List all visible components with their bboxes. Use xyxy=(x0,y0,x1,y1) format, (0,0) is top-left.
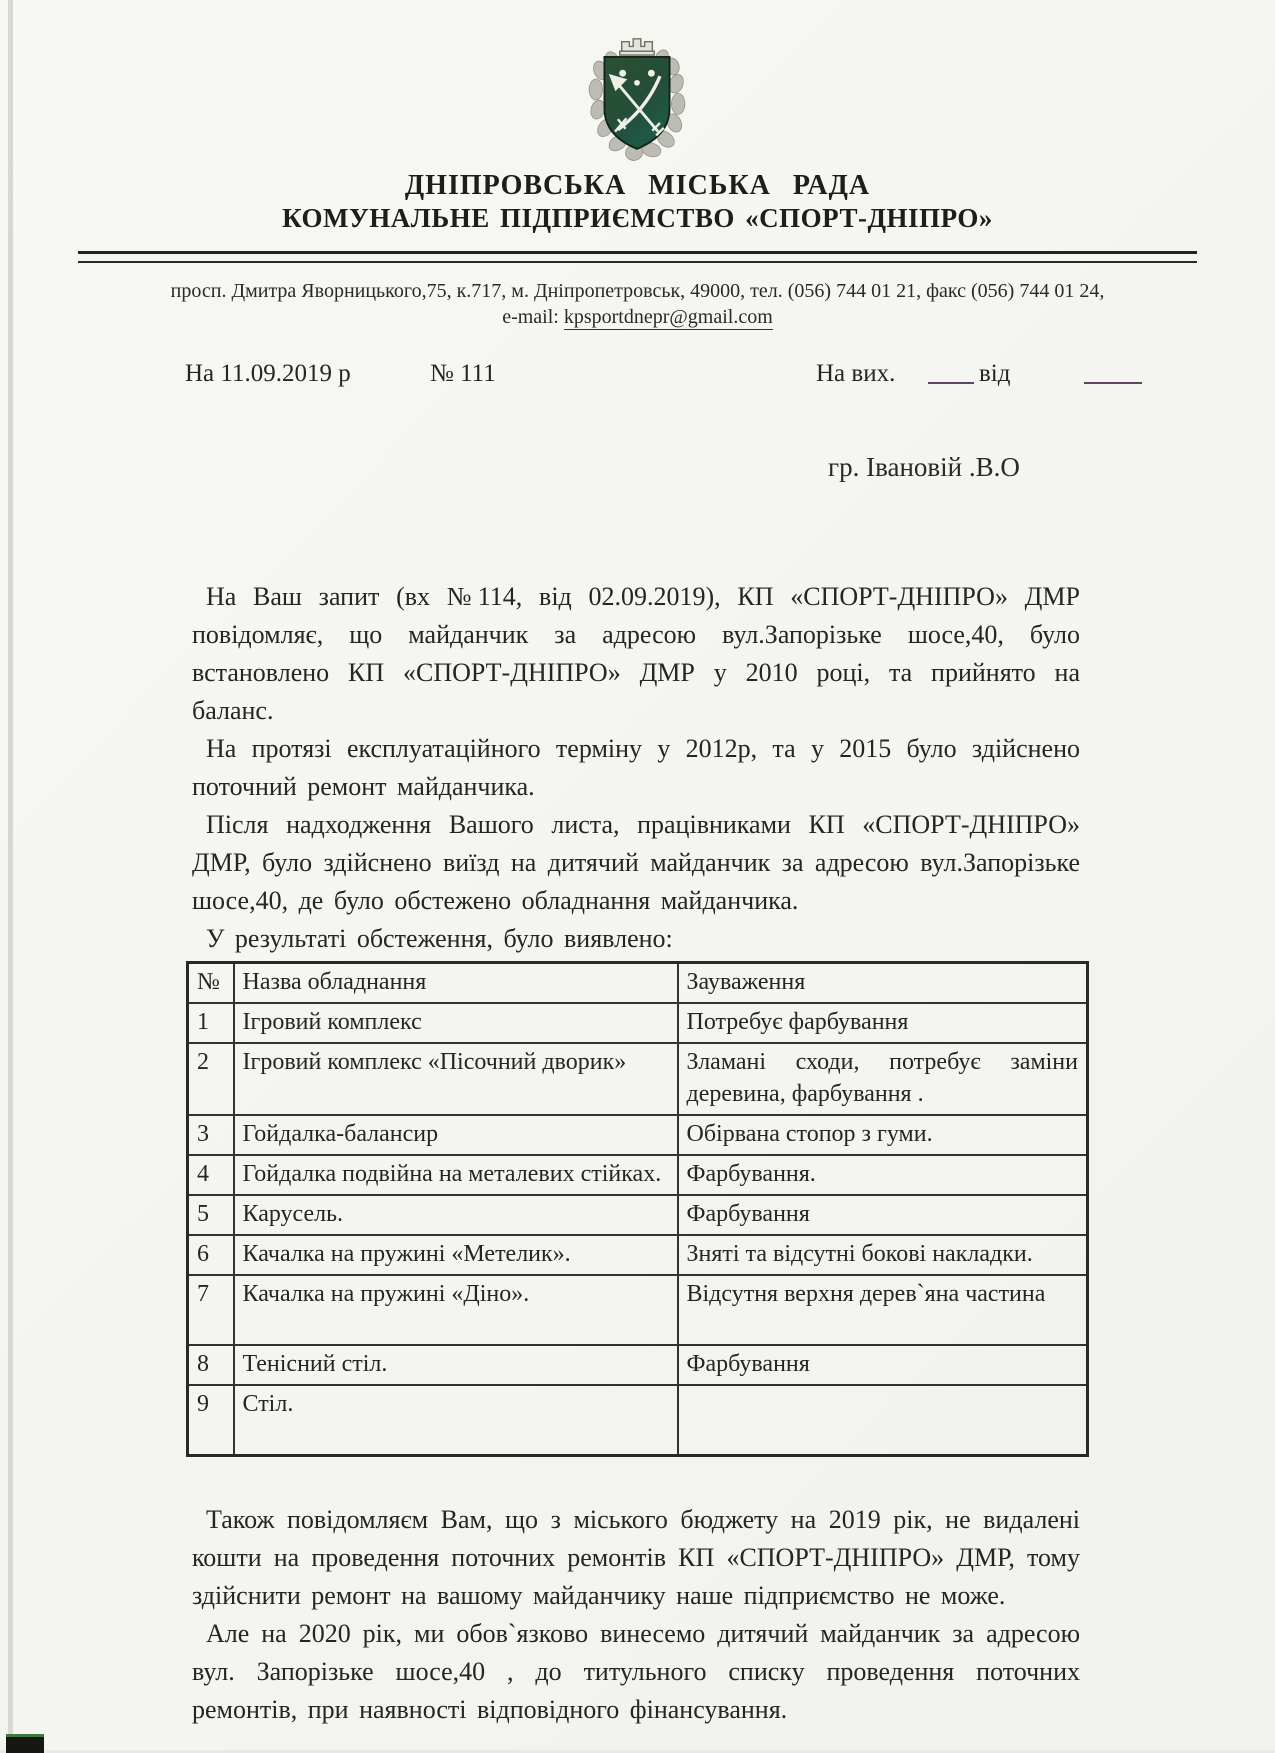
equipment-table xyxy=(186,961,1089,1457)
col-header-remark: Зауваження xyxy=(678,963,1088,1004)
cell-name: Стіл. xyxy=(234,1385,678,1456)
letterhead-divider-thick xyxy=(78,251,1197,254)
email-label: e-mail: xyxy=(502,306,559,328)
table-row xyxy=(188,1235,1088,1275)
cell-name: Ігровий комплекс xyxy=(234,1003,678,1043)
table-row xyxy=(188,1003,1088,1043)
closing-paragraph: Але на 2020 рік, ми обов`язково винесемо дитячий майданчик за адресою вул. Запорізьке шосе,40 , до титульного списку проведення поточних ремонтів, при наявності відповідного фінансування. xyxy=(192,1619,1080,1724)
cell-name: Качалка на пружині «Діно». xyxy=(234,1275,678,1345)
cell-remark: Фарбування xyxy=(678,1195,1088,1235)
cell-num: 4 xyxy=(188,1155,234,1195)
table-row xyxy=(188,1385,1088,1456)
cell-name: Карусель. xyxy=(234,1195,678,1235)
cell-remark: Зламані сходи, потребує заміни деревина, фарбування . xyxy=(678,1043,1088,1115)
cell-remark: Фарбування xyxy=(678,1345,1088,1385)
scan-edge-artifact xyxy=(8,0,13,1750)
survey-intro: У результаті обстеження, було виявлено: xyxy=(206,924,673,953)
incoming-ref-label: На вих. xyxy=(816,360,896,387)
letter-body xyxy=(192,578,1080,1729)
table-row xyxy=(188,1275,1088,1345)
cell-remark: Фарбування. xyxy=(678,1155,1088,1195)
cell-name: Ігровий комплекс «Пісочний дворик» xyxy=(234,1043,678,1115)
email-link: kpsportdnepr@gmail.com xyxy=(563,306,773,328)
scan-corner-artifact xyxy=(6,1734,44,1753)
cell-remark: Відсутня верхня дерев`яна частина xyxy=(678,1275,1088,1345)
cell-num: 2 xyxy=(188,1043,234,1115)
org-name-line2: КОМУНАЛЬНЕ ПІДПРИЄМСТВО «СПОРТ-ДНІПРО» xyxy=(282,203,993,233)
body-paragraph: На Ваш запит (вх №114, від 02.09.2019), КП «СПОРТ-ДНІПРО» ДМР повідомляє, що майданчик за адресою вул.Запорізьке шосе,40, було встановлено КП «СПОРТ-ДНІПРО» ДМР у 2010 році, та прийнято на баланс. xyxy=(192,582,1080,725)
body-paragraph: Після надходження Вашого листа, працівниками КП «СПОРТ-ДНІПРО» ДМР, було здійснено виїзд на дитячий майданчик за адресою вул.Запорізьке шосе,40, де було обстежено обладнання майданчика. xyxy=(192,810,1080,915)
table-row xyxy=(188,1043,1088,1115)
cell-name: Качалка на пружині «Метелик». xyxy=(234,1235,678,1275)
email-line xyxy=(0,306,1275,329)
cell-num: 3 xyxy=(188,1115,234,1155)
document-number: № 111 xyxy=(430,360,496,387)
cell-num: 8 xyxy=(188,1345,234,1385)
reference-line xyxy=(0,360,1275,400)
org-address-line: просп. Дмитра Яворницького,75, к.717, м. Дніпропетровськ, 49000, тел. (056) 744 01 21, факс (056) 744 01 24, xyxy=(170,280,1105,302)
closing-paragraph: Також повідомляєм Вам, що з міського бюджету на 2019 рік, не видалені кошти на проведення поточних ремонтів КП «СПОРТ-ДНІПРО» ДМР, тому здійснити ремонт на вашому майданчику наше підприємство не може. xyxy=(192,1505,1080,1610)
cell-num: 5 xyxy=(188,1195,234,1235)
table-row xyxy=(188,1115,1088,1155)
body-paragraph: На протязі експлуатаційного терміну у 2012р, та у 2015 було здійснено поточний ремонт майданчика. xyxy=(192,734,1080,801)
blank-underline xyxy=(928,382,974,384)
table-row xyxy=(188,1345,1088,1385)
document-date: На 11.09.2019 р xyxy=(185,360,351,387)
cell-remark: Зняті та відсутні бокові накладки. xyxy=(678,1235,1088,1275)
cell-name: Тенісний стіл. xyxy=(234,1345,678,1385)
cell-name: Гойдалка подвійна на металевих стійках. xyxy=(234,1155,678,1195)
table-row xyxy=(188,1195,1088,1235)
dnipro-coat-of-arms-icon xyxy=(578,34,696,168)
blank-underline xyxy=(1084,382,1142,384)
cell-num: 7 xyxy=(188,1275,234,1345)
closing-section xyxy=(192,1501,1080,1729)
cell-remark: Обірвана стопор з гуми. xyxy=(678,1115,1088,1155)
col-header-name: Назва обладнання xyxy=(234,963,678,1004)
cell-remark: Потребує фарбування xyxy=(678,1003,1088,1043)
cell-name: Гойдалка-балансир xyxy=(234,1115,678,1155)
cell-num: 6 xyxy=(188,1235,234,1275)
cell-num: 1 xyxy=(188,1003,234,1043)
cell-remark xyxy=(678,1385,1088,1456)
vid-label: від xyxy=(979,360,1011,387)
table-header-row xyxy=(188,963,1088,1004)
org-name-line1: ДНІПРОВСЬКА МІСЬКА РАДА xyxy=(404,170,871,201)
table-row xyxy=(188,1155,1088,1195)
recipient-line: гр. Івановій .В.О xyxy=(828,452,1020,482)
letterhead-divider-thin xyxy=(78,261,1197,263)
cell-num: 9 xyxy=(188,1385,234,1456)
col-header-num: № xyxy=(188,963,234,1004)
